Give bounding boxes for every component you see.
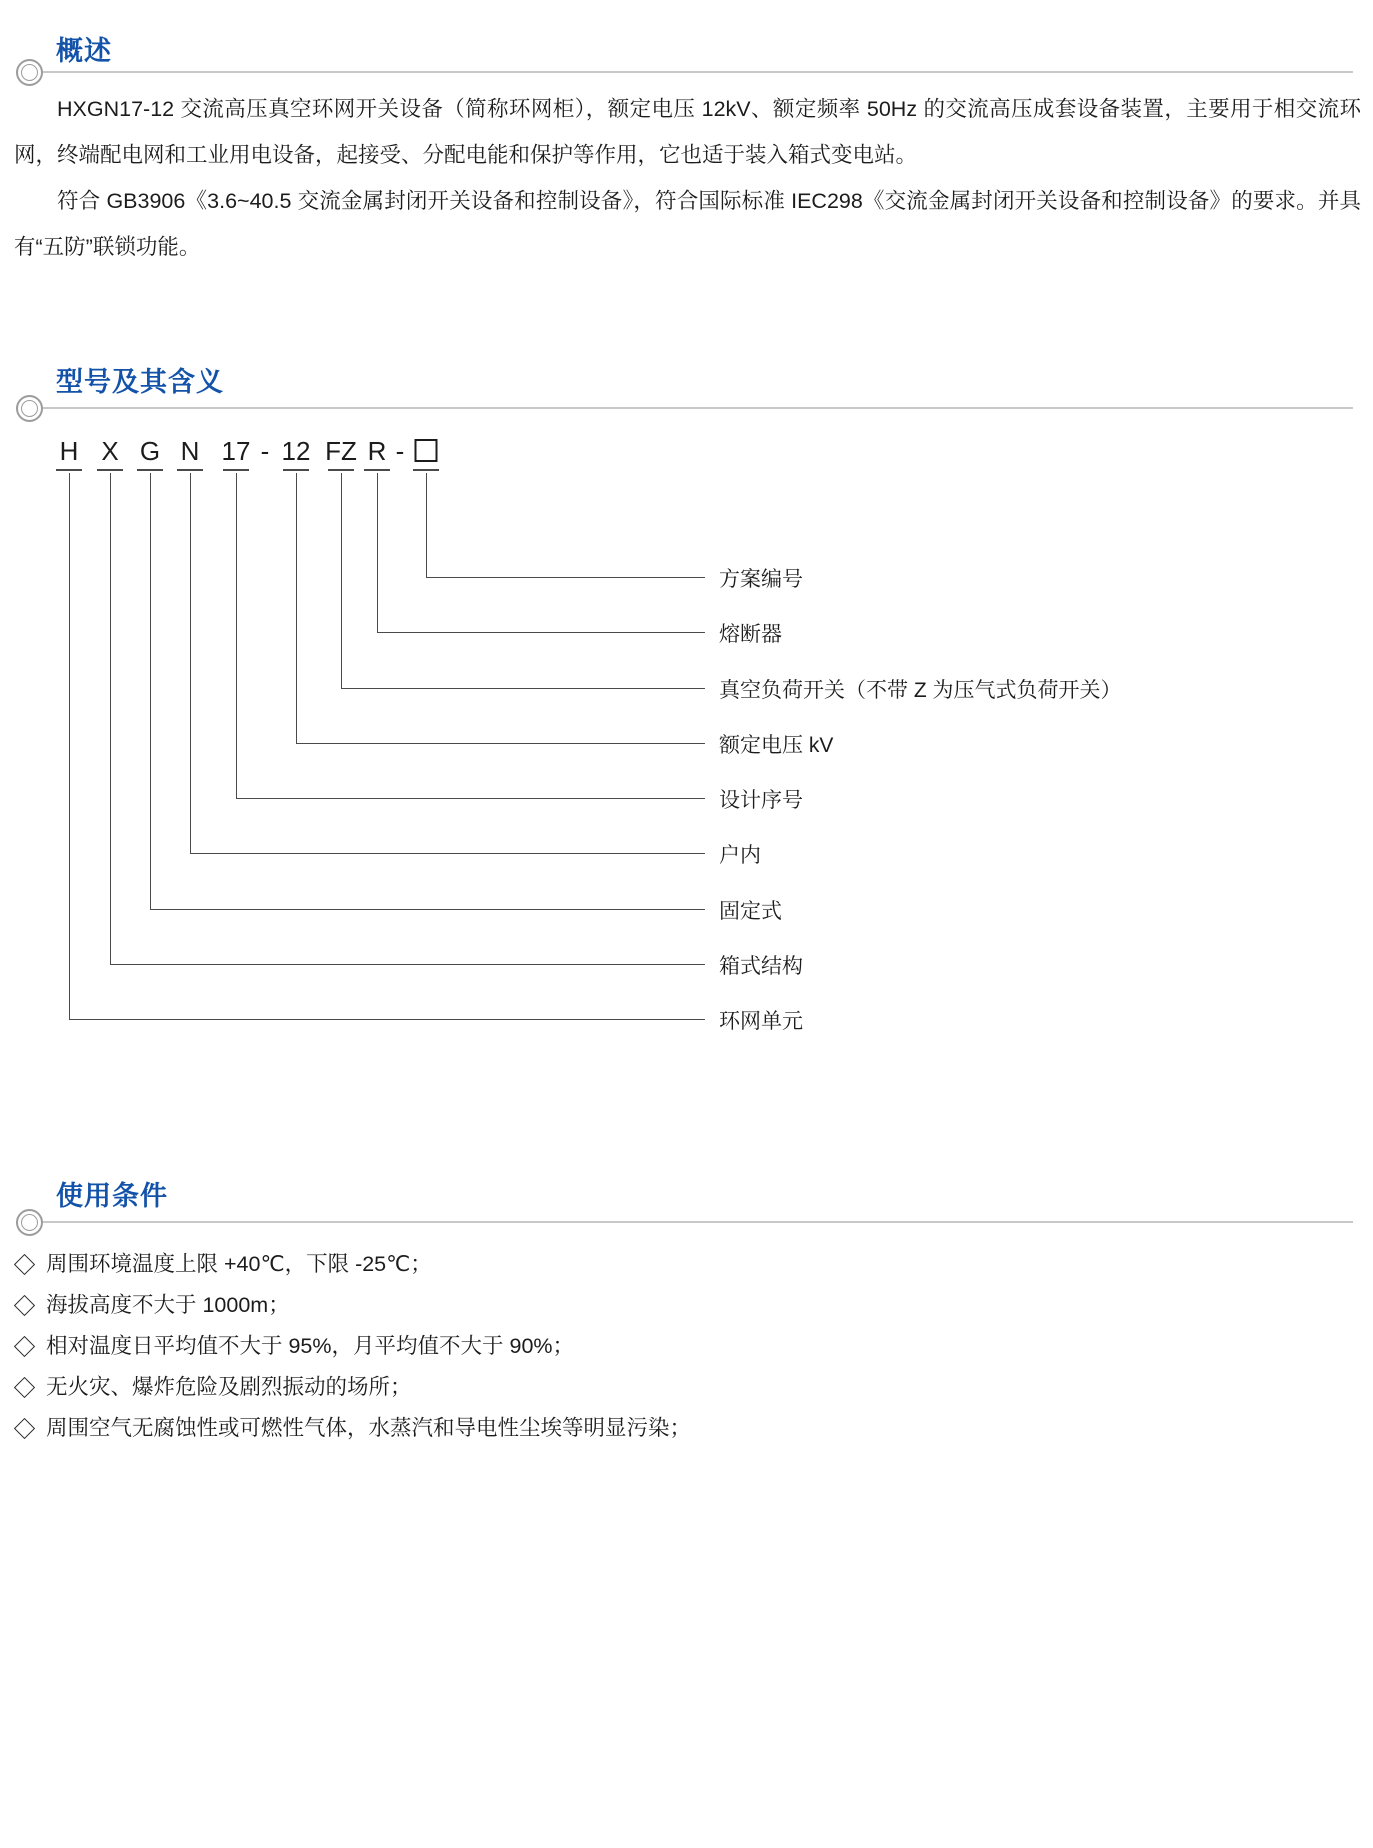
token-tick-line bbox=[328, 469, 354, 471]
section-title-model: 型号及其含义 bbox=[56, 367, 224, 397]
connector-vertical-line bbox=[69, 473, 70, 1019]
condition-item bbox=[14, 1367, 1354, 1408]
connector-vertical-line bbox=[296, 473, 297, 743]
token-tick-line bbox=[364, 469, 390, 471]
condition-item bbox=[14, 1408, 1354, 1449]
token-tick-line bbox=[413, 469, 439, 471]
model-token: G bbox=[139, 436, 161, 466]
connector-vertical-line bbox=[110, 473, 111, 964]
token-tick-line bbox=[177, 469, 203, 471]
token-tick-line bbox=[223, 469, 249, 471]
model-label: 环网单元 bbox=[719, 1010, 803, 1033]
model-token: R bbox=[367, 436, 387, 466]
connector-vertical-line bbox=[377, 473, 378, 632]
connector-horizontal-line bbox=[296, 743, 705, 744]
overview-body bbox=[14, 86, 1361, 270]
model-label: 真空负荷开关（不带 Z 为压气式负荷开关） bbox=[719, 678, 1122, 702]
overview-paragraph-1: HXGN17-12 交流高压真空环网开关设备（简称环网柜），额定电压 12kV、额定频率 50Hz 的交流高压成套设备装置，主要用于相交流环网，终端配电网和工业用电设备，起接受、分配电能和保护等作用，它也适于装入箱式变电站。 bbox=[14, 97, 1361, 167]
model-token-square bbox=[415, 439, 438, 462]
diamond-bullet-icon bbox=[14, 1377, 35, 1398]
section-title-overview: 概述 bbox=[56, 36, 112, 66]
connector-horizontal-line bbox=[426, 577, 705, 578]
condition-text: 海拔高度不大于 1000m； bbox=[46, 1293, 290, 1317]
model-token: FZ bbox=[325, 436, 357, 466]
model-label: 额定电压 kV bbox=[719, 733, 834, 757]
token-tick-line bbox=[56, 469, 82, 471]
model-token: X bbox=[101, 436, 119, 466]
model-label: 方案编号 bbox=[719, 568, 803, 591]
model-label: 箱式结构 bbox=[719, 954, 803, 978]
model-label: 设计序号 bbox=[719, 789, 803, 812]
section-divider bbox=[43, 1221, 1353, 1223]
condition-text: 相对温度日平均值不大于 95%，月平均值不大于 90%； bbox=[46, 1334, 575, 1358]
connector-horizontal-line bbox=[190, 853, 705, 854]
connector-vertical-line bbox=[341, 473, 342, 688]
condition-item bbox=[14, 1244, 1354, 1285]
model-token: 17 bbox=[221, 436, 251, 466]
diamond-bullet-icon bbox=[14, 1418, 35, 1439]
condition-item bbox=[14, 1326, 1354, 1367]
diamond-bullet-icon bbox=[14, 1336, 35, 1357]
token-tick-line bbox=[97, 469, 123, 471]
condition-text: 周围空气无腐蚀性或可燃性气体，水蒸汽和导电性尘埃等明显污染； bbox=[46, 1416, 692, 1440]
model-token: - bbox=[395, 436, 405, 466]
token-tick-line bbox=[283, 469, 309, 471]
connector-horizontal-line bbox=[110, 964, 705, 965]
connector-vertical-line bbox=[150, 473, 151, 909]
model-token: H bbox=[59, 436, 79, 466]
connector-horizontal-line bbox=[377, 632, 705, 633]
section-ring-icon bbox=[16, 395, 43, 422]
model-label: 户内 bbox=[719, 844, 761, 868]
connector-vertical-line bbox=[190, 473, 191, 853]
model-label: 熔断器 bbox=[719, 623, 782, 647]
diamond-bullet-icon bbox=[14, 1295, 35, 1316]
condition-item bbox=[14, 1285, 1354, 1326]
connector-vertical-line bbox=[426, 473, 427, 577]
condition-text: 周围环境温度上限 +40℃，下限 -25℃； bbox=[46, 1252, 432, 1276]
connector-vertical-line bbox=[236, 473, 237, 798]
connector-horizontal-line bbox=[150, 909, 705, 910]
section-divider bbox=[43, 407, 1353, 409]
token-tick-line bbox=[137, 469, 163, 471]
conditions-list bbox=[14, 1244, 1354, 1449]
model-token: N bbox=[180, 436, 200, 466]
model-token: - bbox=[260, 436, 270, 466]
condition-text: 无火灾、爆炸危险及剧烈振动的场所； bbox=[46, 1375, 412, 1399]
section-ring-icon bbox=[16, 1209, 43, 1236]
diamond-bullet-icon bbox=[14, 1254, 35, 1275]
overview-paragraph-2: 符合 GB3906《3.6~40.5 交流金属封闭开关设备和控制设备》，符合国际标准 IEC298《交流金属封闭开关设备和控制设备》的要求。并具有“五防”联锁功能。 bbox=[14, 189, 1361, 259]
model-token: 12 bbox=[281, 436, 311, 466]
section-divider bbox=[43, 71, 1353, 73]
section-ring-icon bbox=[16, 59, 43, 86]
section-title-conditions: 使用条件 bbox=[56, 1181, 168, 1211]
connector-horizontal-line bbox=[236, 798, 705, 799]
model-label: 固定式 bbox=[719, 899, 782, 923]
connector-horizontal-line bbox=[69, 1019, 705, 1020]
connector-horizontal-line bbox=[341, 688, 705, 689]
